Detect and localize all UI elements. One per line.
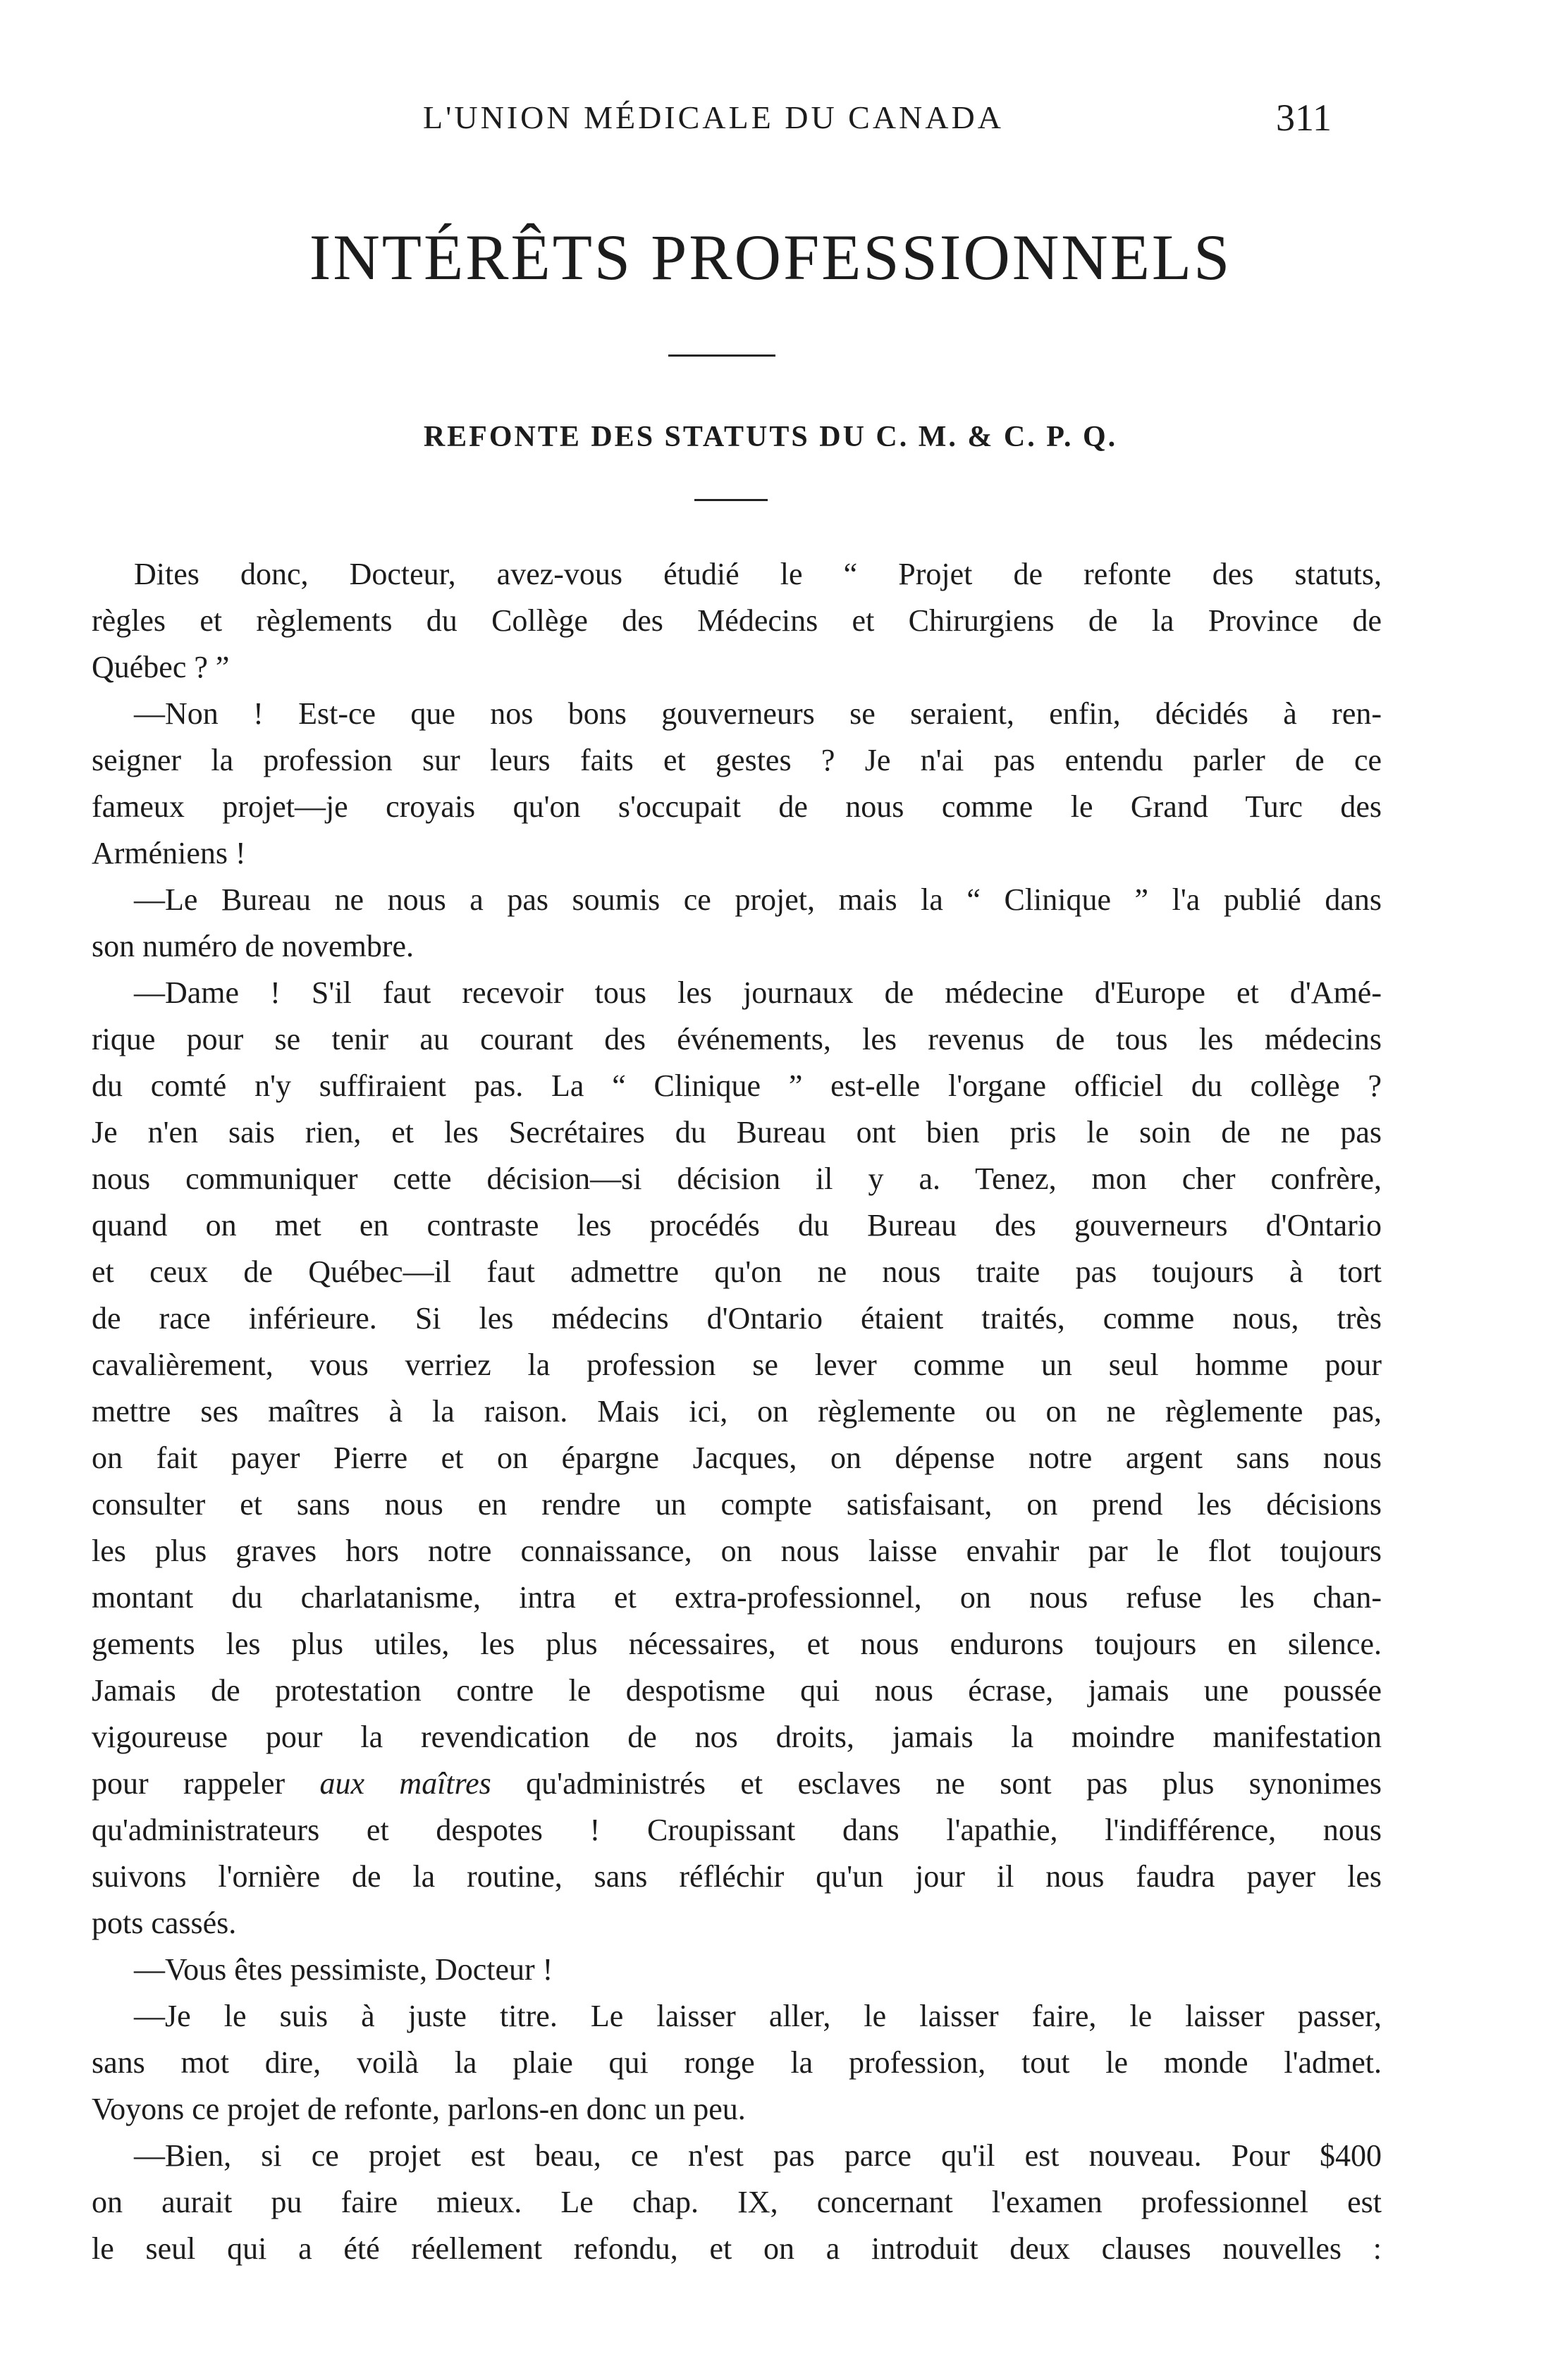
journal-title: L'UNION MÉDICALE DU CANADA: [423, 99, 1004, 135]
article-body: [92, 551, 1382, 2272]
text-line: et ceux de Québec—il faut admettre qu'on ne nous traite pas toujours à tort: [92, 1254, 1382, 1289]
text-line: consulter et sans nous en rendre un compte satisfaisant, on prend les décisions: [92, 1487, 1382, 1522]
text-line: nous communiquer cette décision—si décision il y a. Tenez, mon cher confrère,: [92, 1161, 1382, 1196]
text-line: son numéro de novembre.: [92, 929, 414, 963]
text-line: fameux projet—je croyais qu'on s'occupait de nous comme le Grand Turc des: [92, 789, 1382, 824]
text-line: suivons l'ornière de la routine, sans réfléchir qu'un jour il nous faudra payer les: [92, 1859, 1382, 1894]
text-line: —Non ! Est-ce que nos bons gouverneurs se seraient, enfin, décidés à ren-: [134, 696, 1382, 731]
text-line: sans mot dire, voilà la plaie qui ronge la profession, tout le monde l'admet.: [92, 2045, 1382, 2080]
text-line: —Dame ! S'il faut recevoir tous les journaux de médecine d'Europe et d'Amé-: [134, 975, 1382, 1010]
section-title: INTÉRÊTS PROFESSIONNELS: [309, 221, 1232, 293]
text-line: on aurait pu faire mieux. Le chap. IX, concernant l'examen professionnel est: [92, 2185, 1382, 2219]
text-line: le seul qui a été réellement refondu, et on a introduit deux clauses nouvelles :: [92, 2231, 1382, 2266]
text-line: pour rappeler aux maîtres qu'administrés et esclaves ne sont pas plus synonimes: [92, 1766, 1382, 1801]
text-line: seigner la profession sur leurs faits et gestes ? Je n'ai pas entendu parler de ce: [92, 743, 1382, 777]
text-line: mettre ses maîtres à la raison. Mais ici, on règlemente ou on ne règlemente pas,: [92, 1394, 1382, 1429]
text-line: rique pour se tenir au courant des événements, les revenus de tous les médecins: [92, 1022, 1382, 1056]
text-line: Jamais de protestation contre le despotisme qui nous écrase, jamais une poussée: [92, 1673, 1382, 1708]
text-line: qu'administrateurs et despotes ! Croupissant dans l'apathie, l'indifférence, nous: [92, 1813, 1382, 1847]
text-line: cavalièrement, vous verriez la profession se lever comme un seul homme pour: [92, 1348, 1382, 1382]
text-line: Arméniens !: [92, 836, 246, 870]
text-line: Je n'en sais rien, et les Secrétaires du Bureau ont bien pris le soin de ne pas: [92, 1115, 1382, 1149]
text-line: Voyons ce projet de refonte, parlons-en donc un peu.: [92, 2092, 746, 2126]
text-line: —Le Bureau ne nous a pas soumis ce projet, mais la “ Clinique ” l'a publié dans: [134, 882, 1382, 917]
text-line: vigoureuse pour la revendication de nos droits, jamais la moindre manifestation: [92, 1720, 1382, 1754]
text-line: montant du charlatanisme, intra et extra-professionnel, on nous refuse les chan-: [92, 1580, 1382, 1615]
text-line: —Vous êtes pessimiste, Docteur !: [134, 1952, 553, 1987]
subtitle-rule: [694, 499, 768, 501]
article-subtitle: REFONTE DES STATUTS DU C. M. & C. P. Q.: [423, 421, 1118, 453]
text-line: du comté n'y suffiraient pas. La “ Clinique ” est-elle l'organe officiel du collège ?: [92, 1068, 1382, 1103]
text-line: de race inférieure. Si les médecins d'Ontario étaient traités, comme nous, très: [92, 1301, 1382, 1336]
text-line: règles et règlements du Collège des Médecins et Chirurgiens de la Province de: [92, 603, 1382, 638]
running-head: [0, 99, 1541, 141]
italic-phrase: aux maîtres: [319, 1766, 491, 1801]
text-line: quand on met en contraste les procédés du Bureau des gouverneurs d'Ontario: [92, 1208, 1382, 1243]
title-rule: [668, 354, 775, 357]
text-line: pots cassés.: [92, 1906, 237, 1940]
text-line: on fait payer Pierre et on épargne Jacques, on dépense notre argent sans nous: [92, 1441, 1382, 1475]
text-line: —Bien, si ce projet est beau, ce n'est pas parce qu'il est nouveau. Pour $400: [134, 2138, 1382, 2173]
text-line: Québec ? ”: [92, 650, 230, 684]
text-line: gements les plus utiles, les plus nécessaires, et nous endurons toujours en silence.: [92, 1627, 1382, 1661]
page-number: 311: [1276, 97, 1332, 139]
text-line: Dites donc, Docteur, avez-vous étudié le “ Projet de refonte des statuts,: [134, 557, 1382, 591]
text-line: —Je le suis à juste titre. Le laisser aller, le laisser faire, le laisser passer,: [134, 1999, 1382, 2033]
text-line: les plus graves hors notre connaissance, on nous laisse envahir par le flot toujours: [92, 1534, 1382, 1568]
